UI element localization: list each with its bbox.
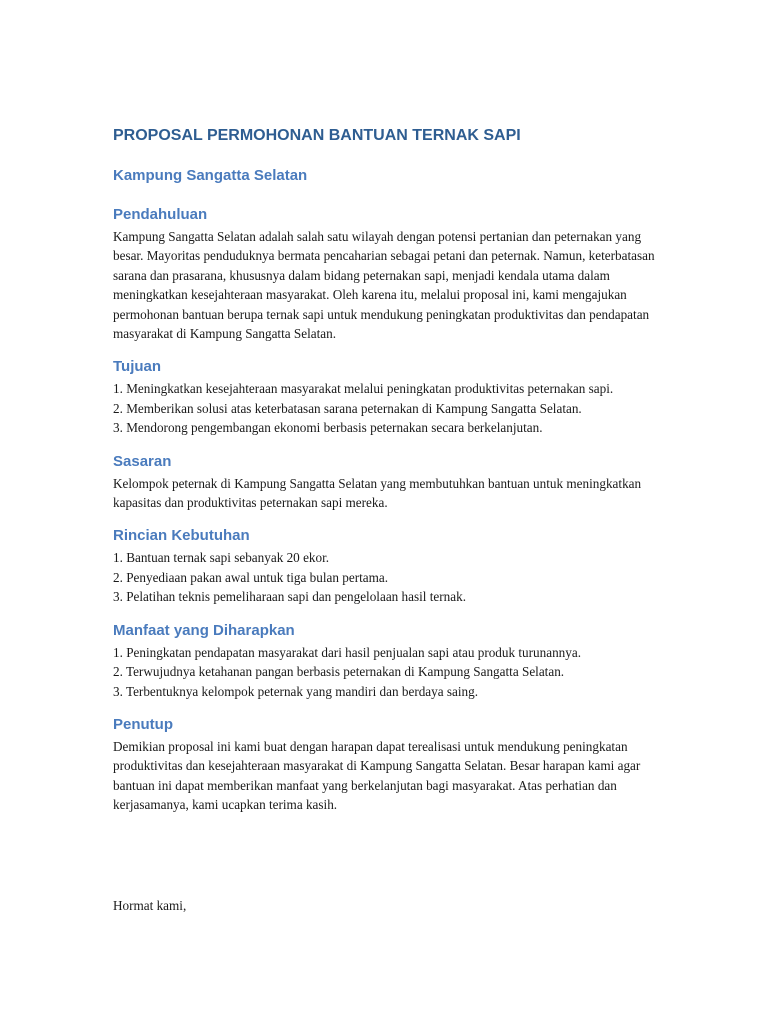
section-heading: Tujuan [113,358,162,376]
section-penutup [113,713,658,815]
list-item: 3. Terbentuknya kelompok peternak yang mandiri dan berdaya saing. [113,683,479,699]
list-item: 1. Peningkatan pendapatan masyarakat dari hasil penjualan sapi atau produk turunannya. [113,644,582,660]
section-paragraph: Kelompok peternak di Kampung Sangatta Selatan yang membutuhkan bantuan untuk meningkatkan kapasitas dan produktivitas peternakan sapi mereka. [113,475,642,511]
section-rincian-kebutuhan [113,524,658,606]
numbered-list [113,643,658,701]
list-item: 2. Memberikan solusi atas keterbatasan sarana peternakan di Kampung Sangatta Selatan. [113,400,582,416]
list-item: 3. Pelatihan teknis pemeliharaan sapi dan pengelolaan hasil ternak. [113,589,467,605]
section-heading: Manfaat yang Diharapkan [113,621,295,639]
section-pendahuluan [113,203,658,343]
section-heading: Penutup [113,715,173,733]
section-heading: Sasaran [113,452,172,470]
section-tujuan [113,355,658,437]
closing-salutation: Hormat kami, [113,898,187,913]
list-item: 2. Penyediaan pakan awal untuk tiga bulan pertama. [113,569,389,585]
list-item: 2. Terwujudnya ketahanan pangan berbasis peternakan di Kampung Sangatta Selatan. [113,664,565,680]
section-manfaat [113,619,658,701]
section-heading: Pendahuluan [113,206,208,223]
list-item: 3. Mendorong pengembangan ekonomi berbasis peternakan secara berkelanjutan. [113,420,543,436]
section-heading: Rincian Kebutuhan [113,527,250,545]
list-item: 1. Meningkatkan kesejahteraan masyarakat melalui peningkatan produktivitas peternakan sapi. [113,381,614,397]
section-sasaran [113,450,658,513]
numbered-list [113,379,658,437]
section-paragraph: Kampung Sangatta Selatan adalah salah satu wilayah dengan potensi pertanian dan peternakan yang besar. Mayoritas penduduknya bermata pencaharian sebagai petani dan peternak. Namun, keterbatasan sarana dan prasarana, khususnya dalam bidang peternakan sapi, menjadi kendala utama dalam meningkatkan kesejahteraan masyarakat. Oleh karena itu, melalui proposal ini, kami mengajukan permohonan bantuan berupa ternak sapi untuk mendukung peningkatan produktivitas dan pendapatan masyarakat di Kampung Sangatta Selatan. [113,229,655,342]
document-subtitle: Kampung Sangatta Selatan [113,167,308,184]
section-paragraph: Demikian proposal ini kami buat dengan harapan dapat terealisasi untuk mendukung peningkatan produktivitas dan kesejahteraan masyarakat di Kampung Sangatta Selatan. Besar harapan kami agar bantuan ini dapat memberikan manfaat yang berkelanjutan bagi masyarakat. Atas perhatian dan kerjasamanya, kami ucapkan terima kasih. [113,738,641,813]
numbered-list [113,548,658,606]
document-page [113,124,658,815]
list-item: 1. Bantuan ternak sapi sebanyak 20 ekor. [113,550,330,566]
document-title: PROPOSAL PERMOHONAN BANTUAN TERNAK SAPI [113,127,521,144]
